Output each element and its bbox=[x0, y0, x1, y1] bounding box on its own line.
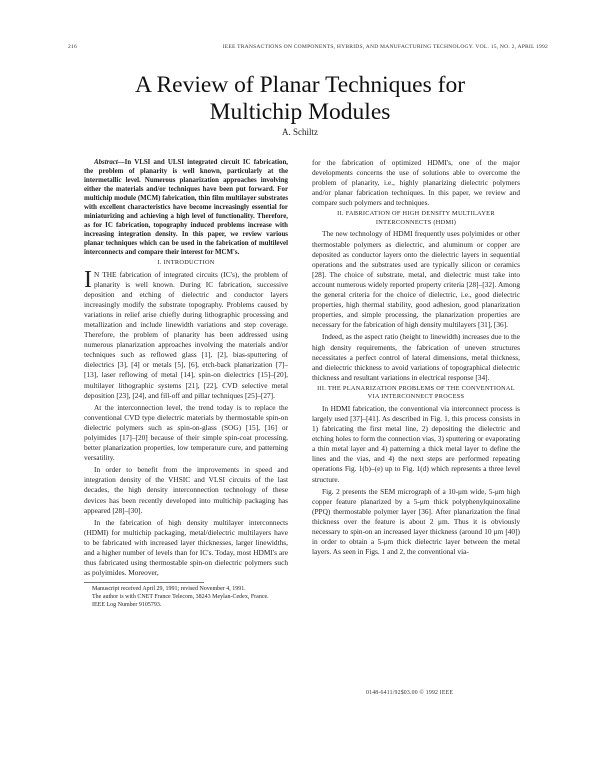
drop-cap: I bbox=[84, 266, 92, 293]
right-intro-paragraph: for the fabrication of optimized HDMI's, one of the major developments concerns the use of solutions able to overcome the problem of planarity, i.e., highly planarizing dielectric polymers and/or planar fabrication techniques. In this paper, we review and compare such polymers and techniques. bbox=[312, 158, 520, 208]
section-3-heading: III. THE PLANARIZATION PROBLEMS OF THE CONVENTIONAL VIA INTERCONNECT PROCESS bbox=[317, 384, 515, 401]
copyright-line: 0148-6411/92$03.00 © 1992 IEEE bbox=[366, 690, 454, 696]
author: A. Schiltz bbox=[282, 127, 318, 137]
left-column bbox=[84, 158, 288, 609]
abstract-text: In VLSI and ULSI integrated circuit IC fabrication, the problem of planarity is well known, particularly at the intermetallic level. Numerous planarization approaches involving either the materials and/or techniques have been put forward. For multichip module (MCM) fabrication, thin film multilayer substrates with excellent characteristics have become increasingly essential for miniaturizing and achieving a high level of functionality. Therefore, as for IC fabrication, topography induced problems increase with increasing integration density. In this paper, we review various planar techniques which can be used in the fabrication of multilevel interconnects and compare their interest for MCM's. bbox=[84, 159, 288, 256]
abstract bbox=[84, 158, 288, 257]
intro-paragraph-1 bbox=[84, 266, 288, 401]
footnote-affiliation: The author is with CNET France Telecom, 38243 Meylan-Cedex, France. bbox=[92, 593, 269, 600]
intro-paragraph-2: At the interconnection level, the trend today is to replace the conventional CVD type dielectric materials by thermostable spin-on dielectric polymers such as spin-on-glass (SOG) [15], [16] or polyimides [17]–[20] because of their simple spin-coat processing, better planarization properties, low temperature cure, and patterning versatility. bbox=[84, 402, 288, 463]
section-3-paragraph-2: Fig. 2 presents the SEM micrograph of a 10-μm wide, 5-μm high copper feature planarized by a 5-μm thick polyphenylquinoxaline (PPQ) thermostable polymer layer [36]. After planarization the final thickness over the feature is about 2 μm. Thus it is obviously necessary to spin-on an increased layer thickness (around 10 μm [40]) in order to obtain a 5-μm thick dielectric layer between the metal layers. As seen in Figs. 1 and 2, the conventional via- bbox=[312, 486, 520, 557]
section-2-heading: II. FABRICATION OF HIGH DENSITY MULTILAYER INTERCONNECTS (HDMI) bbox=[337, 210, 495, 226]
paper-title bbox=[0, 72, 600, 126]
journal-title: IEEE TRANSACTIONS ON COMPONENTS, HYBRIDS, AND MANUFACTURING TECHNOLOGY. VOL. 15, NO. 2, APRIL 1992 bbox=[222, 44, 548, 50]
abstract-lead: Abstract— bbox=[94, 159, 125, 166]
page-number: 216 bbox=[68, 44, 77, 50]
section-2-paragraph-2: Indeed, as the aspect ratio (height to linewidth) increases due to the high density requirements, the fabrication of uneven structures necessitates a perfect control of lateral dimensions, metal thickness, and dielectric thickness to avoid variations of topographical dielectric thickness and resultant variations in electrical response [34]. bbox=[312, 332, 520, 382]
section-2-paragraph-1: The new technology of HDMI frequently uses polyimides or other thermostable polymers as dielectric, and aluminum or copper are deposited as conductor layers onto the dielectric layers in sequential operations and the substrates used are typically silicon or ceramics [28]. The choice of substrate, metal, and dielectric must take into account numerous widely reported property criteria [28]–[32]. Among the general criteria for the choice of dielectric, i.e., good dielectric properties, high thermal stability, good adhesion, good planarization properties, and simple processing, the planarization properties are necessary for the fabrication of high density multilayers [31], [36]. bbox=[312, 229, 520, 330]
footnote-log: IEEE Log Number 9105793. bbox=[92, 601, 162, 608]
intro-paragraph-4: In the fabrication of high density multilayer interconnects (HDMI) for multichip packaging, metal/dielectric multilayers have to be fabricated with increased layer thicknesses, larger linewidths, and a higher number of levels than for IC's. Today, most HDMI's are thus fabricated using thermostable spin-on dielectric polymers such as polyimides. Moreover, bbox=[84, 517, 288, 578]
intro-paragraph-1-text: N THE fabrication of integrated circuits (IC's), the problem of planarity is well known. During IC fabrication, successive deposition and etching of dielectric and conductor layers increasingly modify the substrate topography. Problems caused by variations in relief arise chiefly during lithographic processing and metallization and include linewidth variations and step coverage. Therefore, the problem of planarity has been addressed using numerous planarization approaches involving the materials and/or techniques such as reflowed glass [1], [2], bias-sputtering of dielectrics [3], [4] or metals [5], [6], etch-back planarization [7]–[13], laser reflowing of metal [14], spin-on dielectrics [15]–[20], multilayer lithographic systems [21], [22], CVD selective metal deposition [23], [24], and fill-off and pillar techniques [25]–[27]. bbox=[84, 269, 288, 400]
section-3-paragraph-1: In HDMI fabrication, the conventional via interconnect process is largely used [37]–[41]. As described in Fig. 1, this process consists in 1) fabricating the first metal line, 2) depositing the dielectric and etching holes to form the connection vias, 3) sputtering or evaporating a thin metal layer and 4) patterning a thick metal layer to define the lines and the vias, and 4) the next steps are performed repeating operations Fig. 1(b)–(e) up to Fig. 1(d) which represents a three level structure. bbox=[312, 403, 520, 484]
right-column bbox=[312, 158, 520, 559]
title-line-2: Multichip Modules bbox=[209, 99, 391, 125]
footnote-received: Manuscript received April 29, 1991; revised November 4, 1991. bbox=[92, 586, 246, 593]
intro-paragraph-3: In order to benefit from the improvements in speed and integration density of the VHSIC and VLSI circuits of the last decades, the high density interconnection technology of these devices has been recently developed into multichip packaging has appeared [28]–[30]. bbox=[84, 465, 288, 515]
section-1-heading: I. INTRODUCTION bbox=[157, 259, 215, 266]
footnote bbox=[84, 582, 269, 609]
title-line-1: A Review of Planar Techniques for bbox=[134, 72, 466, 98]
running-header bbox=[68, 44, 548, 56]
